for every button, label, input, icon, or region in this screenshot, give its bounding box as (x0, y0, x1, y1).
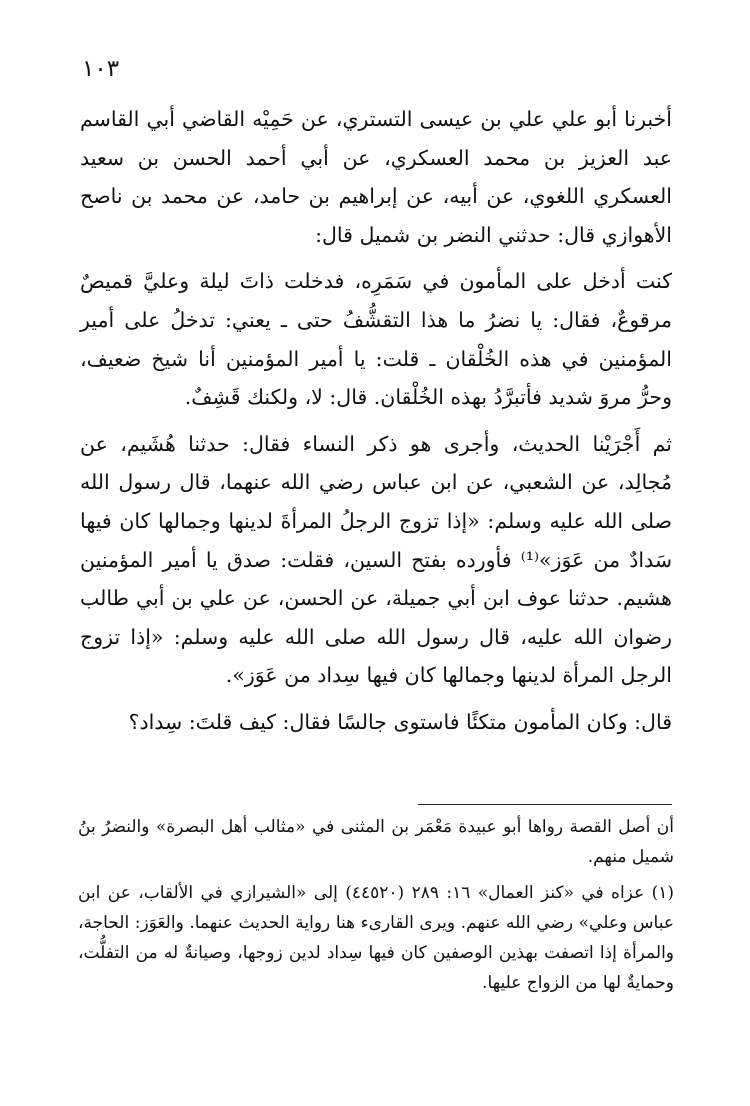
main-text (80, 100, 672, 742)
page-number: ١٠٣ (82, 56, 120, 82)
paragraph-isnad: أخبرنا أبو علي علي بن عيسى التستري، عن حَمِيْه القاضي أبي القاسم عبد العزيز بن محمد العسكري، عن أبي أحمد الحسن بن سعيد العسكري اللغوي، عن أبيه، عن إبراهيم بن حامد، عن محمد بن ناصح الأهوازي قال: حدثني النضر بن شميل قال: (80, 107, 672, 247)
paragraph-question: قال: وكان المأمون متكئًا فاستوى جالسًا فقال: كيف قلتَ: سِداد؟ (128, 709, 672, 734)
footnotes (78, 812, 674, 1004)
paragraph-story: كنت أدخل على المأمون في سَمَرِه، فدخلت ذاتَ ليلة وعليَّ قميصٌ مرقوعٌ، فقال: يا نضرُ ما هذا التقشُّفُ حتى ـ يعني: تدخلُ على أمير المؤمنين في هذه الخُلْقان ـ قلت: يا أمير المؤمنين أنا شيخ ضعيف، وحرُّ مروَ شديد فأتبرَّدُ بهذه الخُلْقان. قال: لا، ولكنك قَشِفٌ. (80, 269, 672, 410)
paragraph-hadith: ثم أَجْرَيْنا الحديث، وأجرى هو ذكر النساء فقال: حدثنا هُشَيم، عن مُجالِد، عن الشعبي، عن ابن عباس رضي الله عنهما، قال رسول الله صلى الله عليه وسلم: «إذا تزوج الرجلُ المرأةَ لدينها وجمالها كان فيها سَدادٌ من عَوَز»⁽¹⁾ فأورده بفتح السين، فقلت: صدق يا أمير المؤمنين هشيم. حدثنا عوف ابن أبي جميلة، عن الحسن، عن علي بن أبي طالب رضوان الله عليه، قال رسول الله صلى الله عليه وسلم: «إذا تزوج الرجل المرأة لدينها وجمالها كان فيها سِداد من عَوَز». (80, 431, 673, 688)
footnote-continuation: أن أصل القصة رواها أبو عبيدة مَعْمَر بن المثنى في «مثالب أهل البصرة» والنضرُ بنُ شميل منهم. (78, 817, 674, 867)
footnote-divider (418, 804, 672, 805)
footnote-1: (١) عزاه في «كنز العمال» ١٦: ٢٨٩ (٤٤٥٢٠) إلى «الشيرازي في الألقاب، عن ابن عباس وعلي» رضي الله عنهم. ويرى القارىء هنا رواية الحديث عنهما. والعَوَز: الحاجة، والمرأة إذا اتصفت بهذين الوصفين كان فيها سِداد لدين زوجها، وصيانةٌ له من التفلُّت، وحمايةٌ لها من الزواج عليها. (78, 883, 675, 993)
